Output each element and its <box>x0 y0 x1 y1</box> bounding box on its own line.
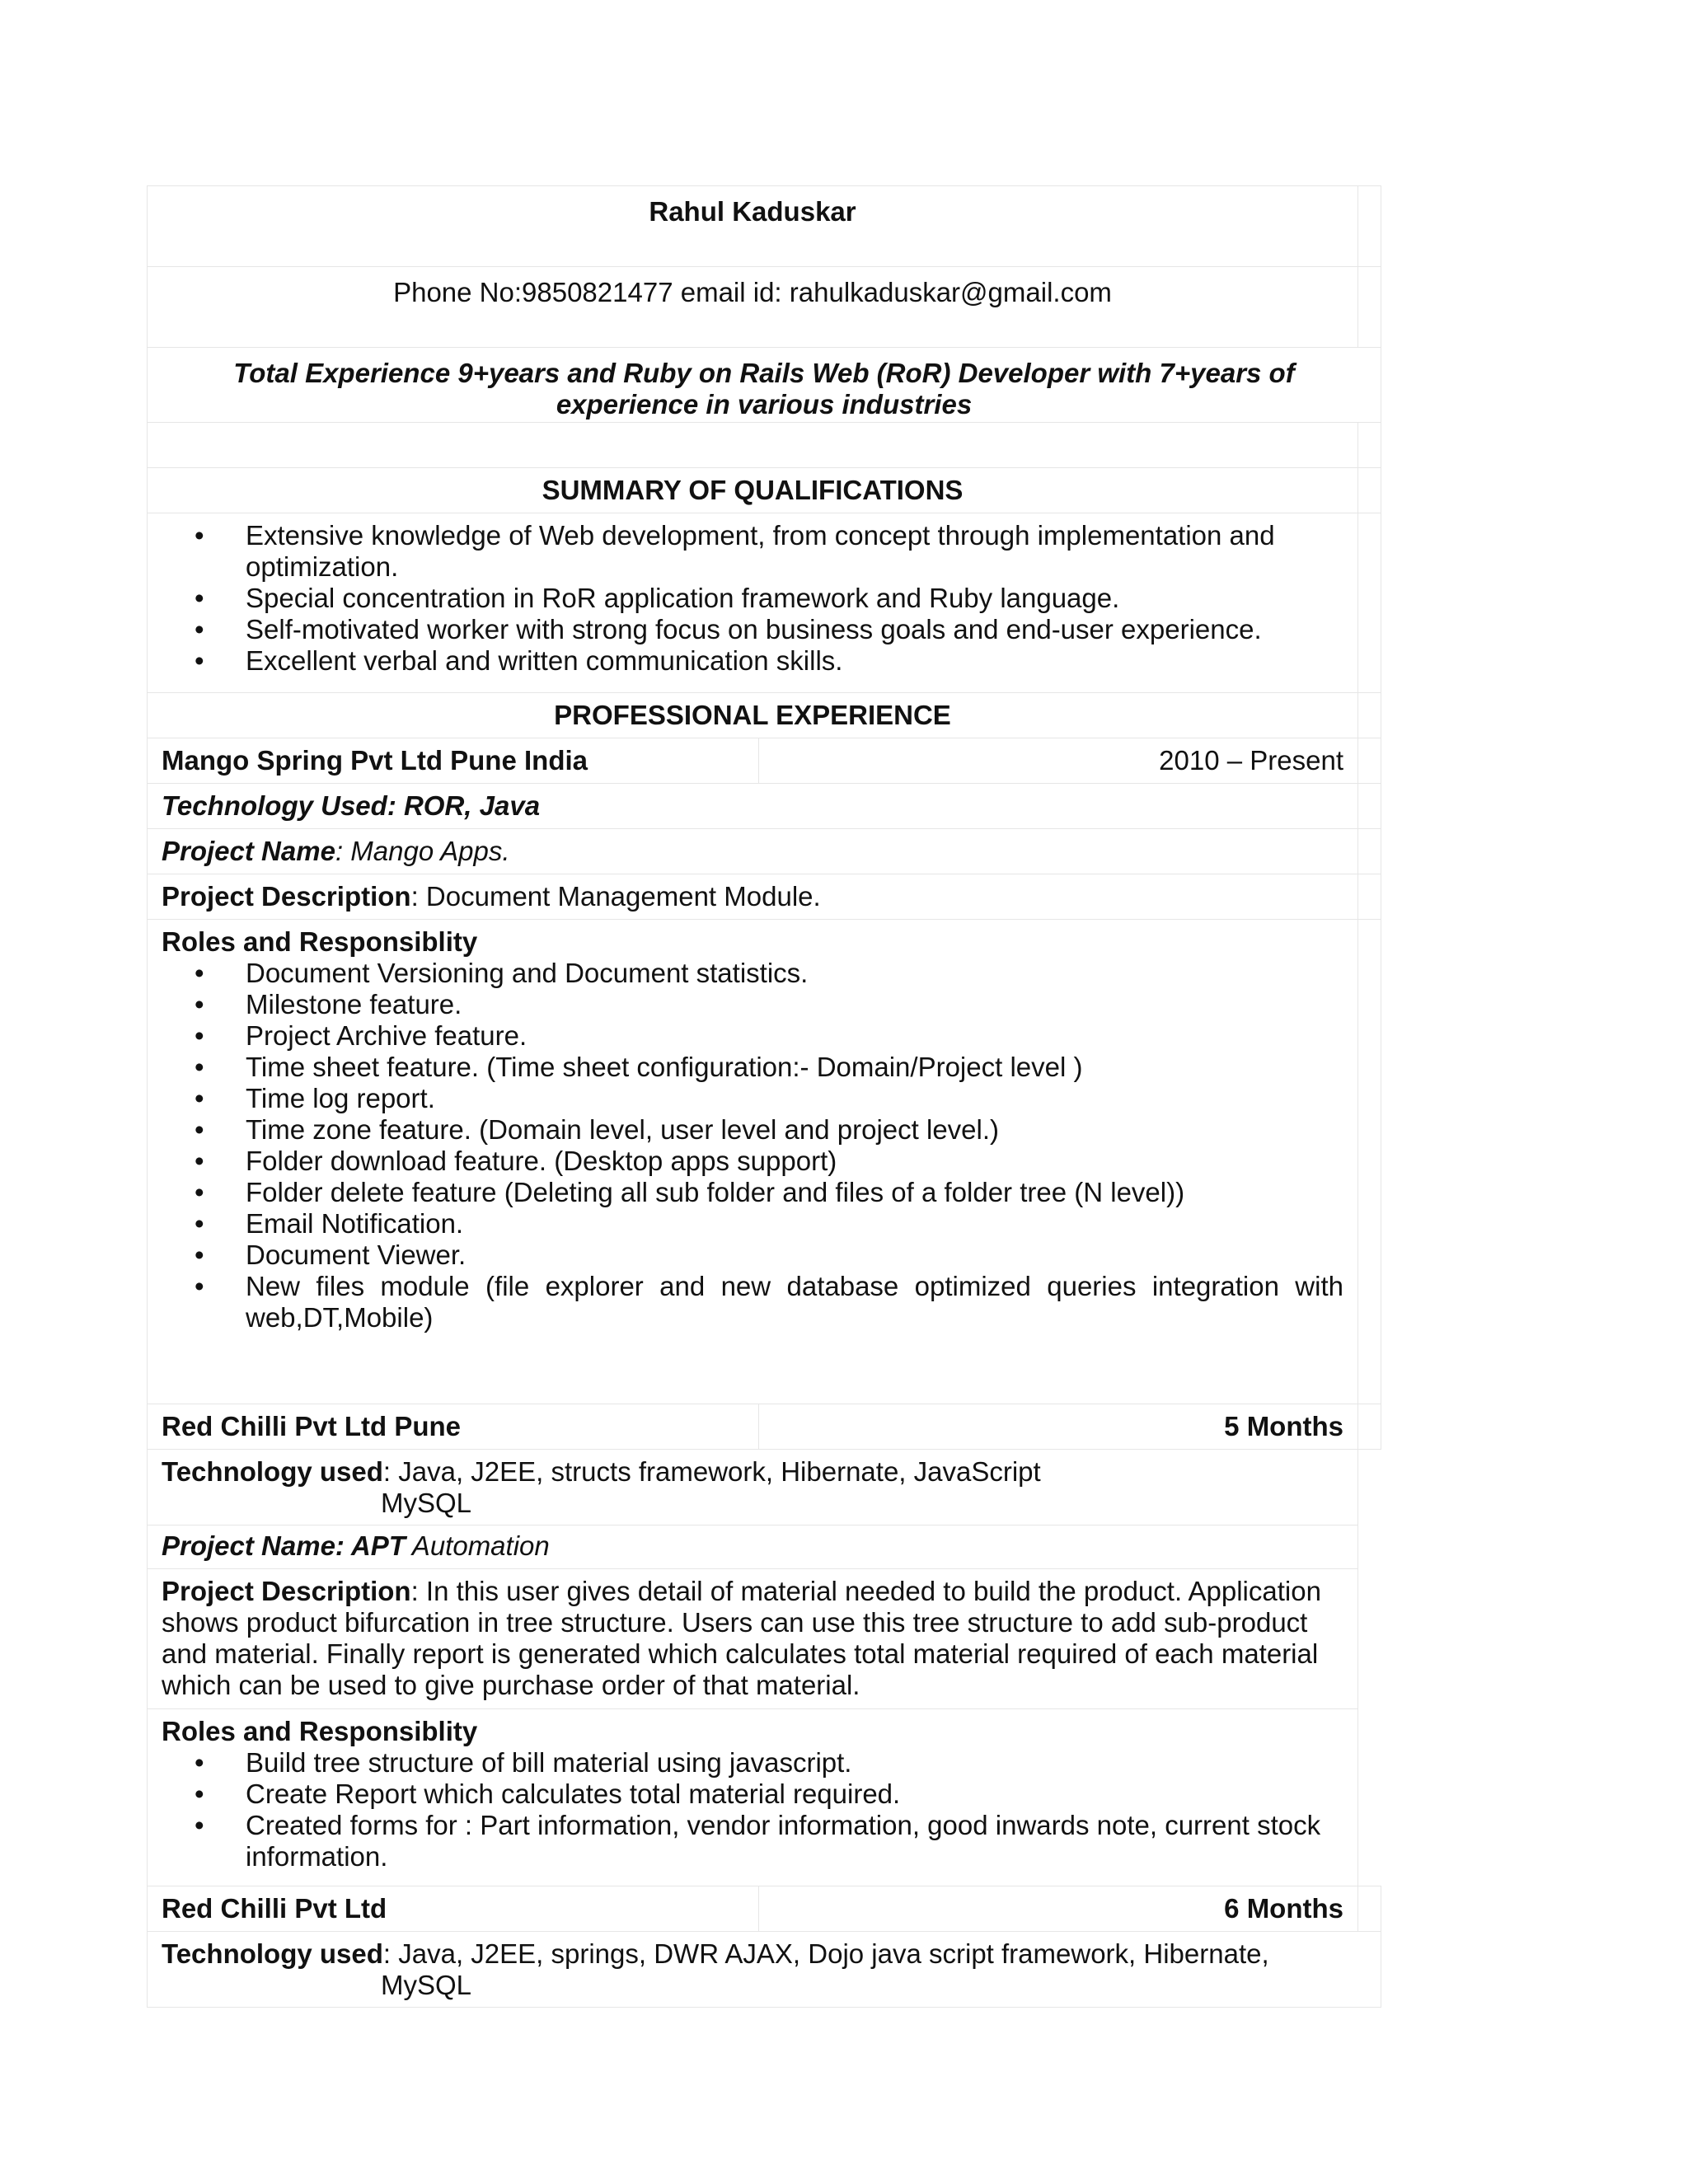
job1-project-name <box>148 829 1358 874</box>
experience-headline-line2: experience in various industries <box>556 389 973 419</box>
job3-technology-value: : Java, J2EE, springs, DWR AJAX, Dojo java script framework, Hibernate, <box>382 1938 1269 1969</box>
job2-period: 5 Months <box>759 1404 1358 1450</box>
job1-project-description <box>148 874 1358 920</box>
summary-list-cell <box>148 513 1358 693</box>
job1-role-item: • Project Archive feature. <box>162 1020 1343 1052</box>
job3-period: 6 Months <box>759 1886 1358 1932</box>
job1-project-name-label: Project Name <box>162 836 335 866</box>
experience-headline <box>148 348 1381 423</box>
job1-role-item: • Folder delete feature (Deleting all sub folder and files of a folder tree (N level)) <box>162 1177 1343 1208</box>
job2-technology <box>148 1450 1358 1526</box>
job1-role-item: • Time sheet feature. (Time sheet configuration:- Domain/Project level ) <box>162 1052 1343 1083</box>
job1-project-desc-label: Project Description <box>162 881 411 912</box>
job1-role-item: • Time log report. <box>162 1083 1343 1114</box>
job2-technology-label: Technology used <box>162 1456 383 1487</box>
job1-role-item: • Document Versioning and Document statistics. <box>162 958 1343 989</box>
summary-item: • Special concentration in RoR application framework and Ruby language. <box>162 583 1343 614</box>
candidate-name: Rahul Kaduskar <box>148 186 1358 267</box>
job2-project-desc-value: : In this user gives detail of material needed to build the product. Application shows product bifurcation in tree structure. Users can use this tree structure to add sub-product and material. Finally report is generated which calculates total material required of each material which can be used to give purchase order of that material. <box>162 1576 1321 1700</box>
job1-roles-list <box>162 958 1343 1333</box>
job2-project-name-label: Project Name: APT <box>162 1530 406 1561</box>
job1-technology: Technology Used: ROR, Java <box>148 784 1358 829</box>
job1-role-item: • Document Viewer. <box>162 1240 1343 1271</box>
summary-list <box>162 520 1343 677</box>
job1-role-item: • New files module (file explorer and new database optimized queries integration with web,DT,Mobile) <box>162 1271 1343 1333</box>
job2-roles-heading: Roles and Responsiblity <box>162 1716 478 1746</box>
experience-heading: PROFESSIONAL EXPERIENCE <box>148 693 1358 738</box>
job2-roles-list <box>162 1747 1343 1872</box>
summary-item: • Self-motivated worker with strong focus on business goals and end-user experience. <box>162 614 1343 645</box>
job3-technology-cont: MySQL <box>381 1970 472 2000</box>
job2-role-item: • Build tree structure of bill material using javascript. <box>162 1747 1343 1779</box>
job1-period: 2010 – Present <box>759 738 1358 784</box>
job1-project-name-value: : Mango Apps. <box>335 836 510 866</box>
job1-roles-heading: Roles and Responsiblity <box>162 926 478 957</box>
job3-technology <box>148 1932 1381 2008</box>
summary-item: • Excellent verbal and written communication skills. <box>162 645 1343 677</box>
job1-role-item: • Time zone feature. (Domain level, user level and project level.) <box>162 1114 1343 1146</box>
job2-project-desc-label: Project Description <box>162 1576 411 1606</box>
resume-table <box>147 185 1381 2008</box>
job1-role-item: • Email Notification. <box>162 1208 1343 1240</box>
job1-project-desc-value: : Document Management Module. <box>410 881 821 912</box>
job2-technology-value: : Java, J2EE, structs framework, Hibernate, JavaScript <box>382 1456 1041 1487</box>
job1-role-item: • Folder download feature. (Desktop apps support) <box>162 1146 1343 1177</box>
summary-heading: SUMMARY OF QUALIFICATIONS <box>148 468 1358 513</box>
job2-project-name-value: Automation <box>405 1530 550 1561</box>
job3-company: Red Chilli Pvt Ltd <box>148 1886 759 1932</box>
job1-roles-cell <box>148 920 1358 1404</box>
job2-company: Red Chilli Pvt Ltd Pune <box>148 1404 759 1450</box>
job2-project-description <box>148 1569 1358 1709</box>
experience-headline-line1: Total Experience 9+years and Ruby on Rails Web (RoR) Developer with 7+years of <box>233 358 1295 388</box>
job2-role-item: • Created forms for : Part information, vendor information, good inwards note, current stock information. <box>162 1810 1343 1872</box>
job2-roles-cell <box>148 1709 1358 1886</box>
job2-project-name <box>148 1526 1358 1569</box>
contact-info: Phone No:9850821477 email id: rahulkaduskar@gmail.com <box>148 267 1358 348</box>
job1-role-item: • Milestone feature. <box>162 989 1343 1020</box>
job3-technology-label: Technology used <box>162 1938 383 1969</box>
job1-company: Mango Spring Pvt Ltd Pune India <box>148 738 759 784</box>
job2-role-item: • Create Report which calculates total material required. <box>162 1779 1343 1810</box>
spacer-row <box>148 423 1358 468</box>
summary-item: • Extensive knowledge of Web development, from concept through implementation and optimization. <box>162 520 1343 583</box>
job2-technology-cont: MySQL <box>381 1488 472 1518</box>
